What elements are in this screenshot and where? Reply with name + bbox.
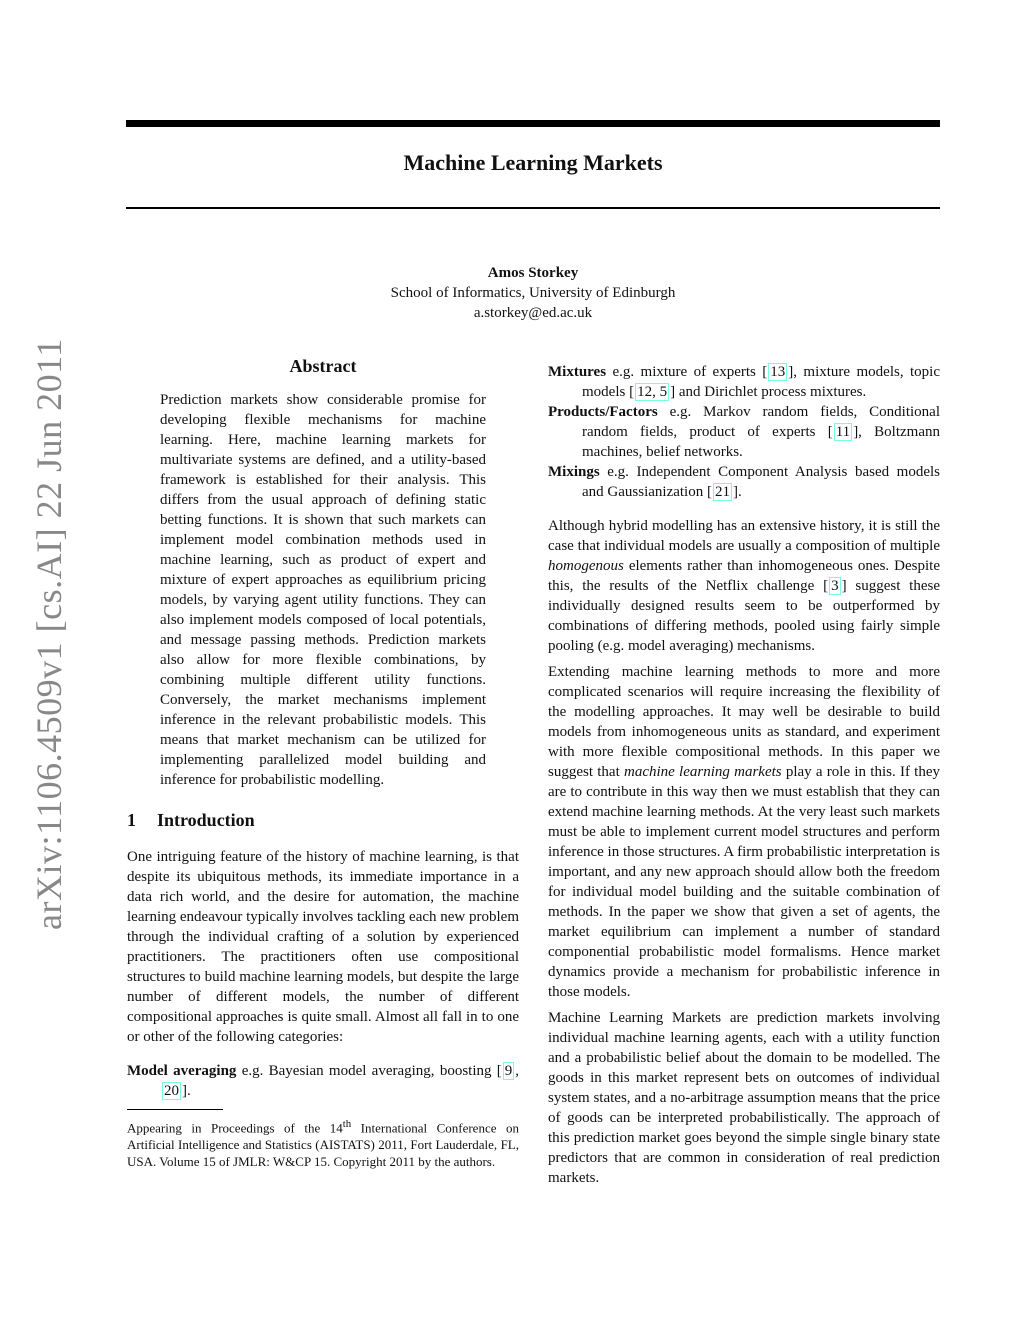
p2-text-a: Extending machine learning methods to more and more complicated scenarios will require increasing the flexibility of the modelling approaches. It may well be desirable to build models from inhomogeneous units as standard, and experiment with more flexible compositional methods. In this paper we suggest that — [548, 664, 940, 780]
p1-text-b: elements rather than inhomogeneous ones. Despite this, the results of the Netflix challenge [ — [548, 558, 940, 594]
footnote-superscript: th — [342, 1118, 352, 1130]
citation-link[interactable]: 13 — [770, 364, 786, 380]
section-title: Introduction — [157, 810, 255, 830]
author-affiliation: School of Informatics, University of Edinburgh — [390, 285, 676, 301]
section-heading-introduction — [127, 810, 519, 830]
citation-link[interactable]: 20 — [164, 1083, 179, 1099]
mixtures-text-b: ], mixture models, topic models [ — [582, 364, 940, 400]
list-item-mixings — [548, 462, 940, 502]
right-column — [548, 362, 940, 1194]
list-item-products-factors — [548, 402, 940, 462]
footnote — [127, 1116, 519, 1170]
p2-text-b: play a role in this. If they are to contribute in this way then we must establish that they can extend machine learning methods. At the very least such markets must be able to implement current model structures and perform inference in those structures. A firm probabilistic interpretation is important, and any new approach should allow both the freedom for individual model building and the suitable combination of methods. In the paper we show that given a set of agents, the market equilibrium can implement a number of standard componential probabilistic model formalisms. Hence market dynamics provide a mechanism for probabilistic inference in those models. — [548, 764, 940, 1000]
footnote-rule — [127, 1109, 223, 1110]
mixings-text-a: e.g. Independent Component Analysis based models and Gaussianization [ — [582, 464, 940, 500]
abstract-heading: Abstract — [289, 356, 357, 376]
term-mixtures: Mixtures — [548, 364, 607, 380]
products-text-b: ], Boltzmann machines, belief networks. — [582, 424, 940, 460]
mixtures-text-a: e.g. mixture of experts [ — [612, 364, 768, 380]
term-products-factors: Products/Factors — [548, 404, 658, 420]
paragraph-hybrid-modelling — [548, 516, 940, 656]
title-bottom-rule — [126, 207, 940, 209]
model-averaging-end: ]. — [182, 1083, 191, 1099]
citation-link[interactable]: 9 — [504, 1063, 513, 1079]
author-email: a.storkey@ed.ac.uk — [473, 305, 593, 321]
citation-link[interactable]: 3 — [831, 578, 839, 594]
left-column — [127, 356, 519, 1170]
citation-link[interactable]: 21 — [714, 484, 730, 500]
mixings-text-b: ]. — [732, 484, 742, 500]
abstract-text: Prediction markets show considerable promise for developing flexible mechanisms for machine learning. Here, machine learning markets for multivariate systems are defined, and a utility-based framework is established for their analysis. This differs from the usual approach of defining static betting functions. It is shown that such markets can implement model combination methods used in machine learning, such as product of expert and mixture of expert approaches as equilibrium pricing models, by varying agent utility functions. They can also implement models composed of local potentials, and message passing methods. Prediction markets also allow for more flexible combinations, by combining multiple different utility functions. Conversely, the market mechanisms implement inference in the relevant probabilistic models. This means that market mechanism can be utilized for implementing parallelized model building and inference for probabilistic modelling. — [160, 392, 486, 788]
term-mixings: Mixings — [548, 464, 600, 480]
footnote-text-a: Appearing in Proceedings of the 14 — [127, 1120, 343, 1136]
paragraph-extending-methods — [548, 662, 940, 1002]
arxiv-stamp: arXiv:1106.4509v1 [cs.AI] 22 Jun 2011 — [29, 338, 69, 930]
p1-emphasis: homogenous — [548, 558, 624, 574]
paper-title: Machine Learning Markets — [403, 150, 663, 175]
list-item-model-averaging: Model averaging e.g. Bayesian model averaging, boosting [ 9 , 20 ]. — [127, 1063, 520, 1099]
intro-paragraph: One intriguing feature of the history of machine learning, is that despite its ubiquitous methods, its immediate importance in a data rich world, and the desire for automation, the machine learning endeavour typically involves tackling each new problem through the individual crafting of a solution by experienced practitioners. The practitioners often use compositional structures to build machine learning models, but despite the large number of different models, the number of different compositional approaches is quite small. Almost all fall in to one or other of the following categories: — [127, 849, 519, 1045]
model-averaging-text: e.g. Bayesian model averaging, boosting [ — [241, 1063, 502, 1079]
p1-text-a: Although hybrid modelling has an extensive history, it is still the case that individual models are usually a composition of multiple — [548, 518, 940, 554]
paragraph-ml-markets: Machine Learning Markets are prediction markets involving individual machine learning agents, each with a utility function and a probabilistic belief about the domain to be modelled. The goods in this market represent bets on outcomes of individual system states, and a no-arbitrage assumption means that the price of goods can be interpreted probabilistically. The approach of this prediction market goes beyond the simple single binary state predictors that are common in consideration of real prediction markets. — [548, 1010, 940, 1186]
section-number: 1 — [127, 810, 136, 830]
author-name: Amos Storkey — [487, 265, 579, 281]
p1-text-c: ] suggest these individually designed results seem to be outperformed by combinations of differing methods, pooled using fairly simple pooling (e.g. model averaging) mechanisms. — [548, 578, 940, 654]
citation-link[interactable]: 12, 5 — [637, 384, 668, 400]
footnote-text-b: International Conference on Artificial Intelligence and Statistics (AISTATS) 2011, Fort Lauderdale, FL, USA. Volume 15 of JMLR: W&CP 15. Copyright 2011 by the authors. — [127, 1120, 519, 1170]
p2-emphasis: machine learning markets — [623, 764, 782, 780]
list-item-mixtures — [548, 362, 940, 402]
term-model-averaging: Model averaging — [127, 1063, 237, 1079]
author-block — [126, 263, 940, 323]
title-top-rule — [126, 120, 940, 127]
mixtures-text-c: ] and Dirichlet process mixtures. — [670, 384, 867, 400]
products-text-a: e.g. Markov random fields, Conditional random fields, product of experts [ — [582, 404, 940, 440]
citation-link[interactable]: 11 — [835, 424, 851, 440]
